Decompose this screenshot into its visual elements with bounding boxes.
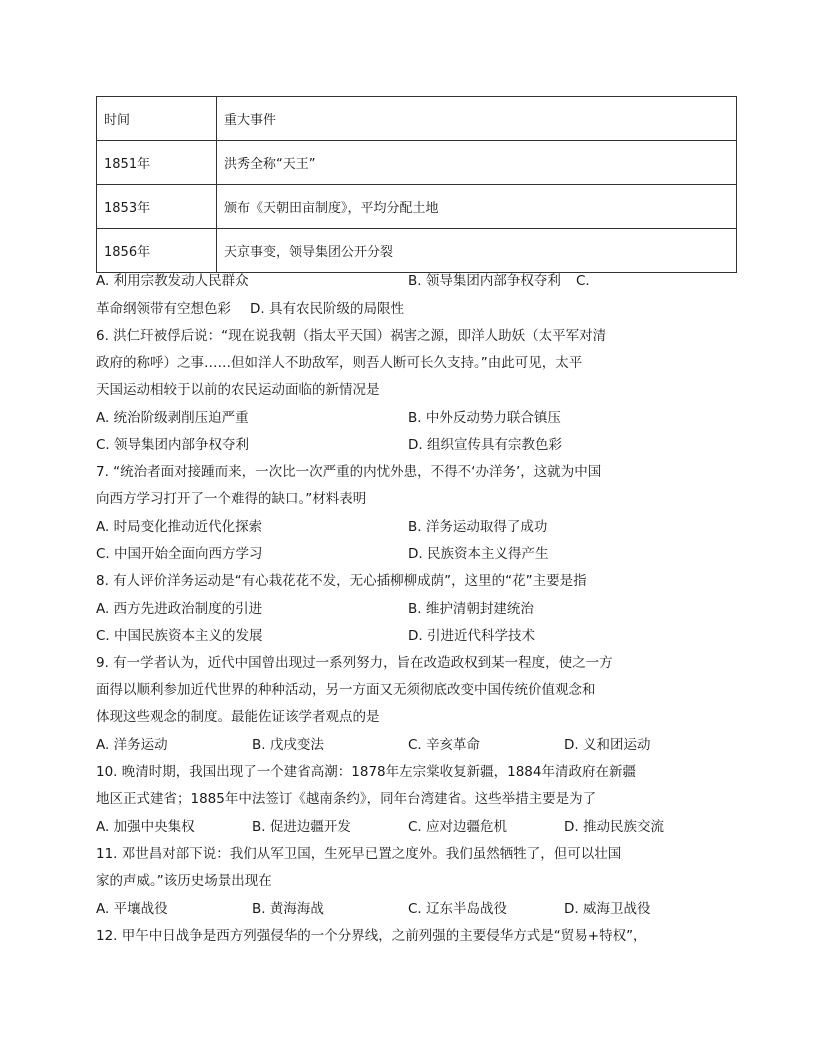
q5-option-c-text: 革命纲领带有空想色彩 [96,301,231,317]
q12-stem-line-1: 12. 甲午中日战争是西方列强侵华的一个分界线，之前列强的主要侵华方式是“贸易+特权”， [96,928,647,944]
q7-option-d: D. 民族资本主义得产生 [408,546,549,562]
q6-stem-line-3: 天国运动相较于以前的农民运动面临的新情况是 [96,382,380,398]
q7-stem-line-1: 7. “统治者面对接踵而来，一次比一次严重的内忧外患，不得不‘办洋务’，这就为中国 [96,464,602,480]
q5-option-d: D. 具有农民阶级的局限性 [250,301,404,317]
header-time: 时间 [97,97,217,141]
q8-option-a: A. 西方先进政治制度的引进 [96,601,263,617]
table-row [97,185,737,229]
q6-option-c: C. 领导集团内部争权夺利 [96,437,250,453]
q9-option-b: B. 戊戌变法 [252,737,324,753]
q10-stem-line-2: 地区正式建省；1885年中法签订《越南条约》，同年台湾建省。这些举措主要是为了 [96,791,597,807]
row-event: 洪秀全称“天王” [217,141,737,185]
q10-stem-line-1: 10. 晚清时期，我国出现了一个建省高潮：1878年左宗棠收复新疆，1884年清政府在新疆 [96,764,636,780]
q9-stem-line-3: 体现这些观念的制度。最能佐证该学者观点的是 [96,709,380,725]
row-event: 颁布《天朝田亩制度》，平均分配土地 [217,185,737,229]
q9-option-a: A. 洋务运动 [96,737,168,753]
q6-option-d: D. 组织宣传具有宗教色彩 [408,437,562,453]
q9-stem-line-2: 面得以顺利参加近代世界的种种活动，另一方面又无须彻底改变中国传统价值观念和 [96,682,596,698]
table-row [97,229,737,273]
q11-option-c: C. 辽东半岛战役 [408,901,508,917]
q7-option-b: B. 洋务运动取得了成功 [408,519,548,535]
q7-option-c: C. 中国开始全面向西方学习 [96,546,263,562]
q7-option-a: A. 时局变化推动近代化探索 [96,519,263,535]
row-time: 1851年 [97,141,217,185]
table-header-row [97,97,737,141]
q6-option-b: B. 中外反动势力联合镇压 [408,410,561,426]
q8-stem-line-1: 8. 有人评价洋务运动是“有心栽花花不发，无心插柳柳成荫”，这里的“花”主要是指 [96,573,587,589]
q10-option-b: B. 促进边疆开发 [252,819,351,835]
q6-stem-line-1: 6. 洪仁玕被俘后说：“现在说我朝（指太平天国）祸害之源，即洋人助妖（太平军对清 [96,328,607,344]
table-row [97,141,737,185]
q11-option-b: B. 黄海海战 [252,901,324,917]
q9-option-c: C. 辛亥革命 [408,737,481,753]
q11-stem-line-2: 家的声威。”该历史场景出现在 [96,873,272,889]
row-time: 1853年 [97,185,217,229]
q8-option-b: B. 维护清朝封建统治 [408,601,534,617]
q5-option-b: B. 领导集团内部争权夺利 [408,273,561,289]
q10-option-c: C. 应对边疆危机 [408,819,508,835]
q11-option-a: A. 平壤战役 [96,901,168,917]
events-table [96,96,737,273]
q6-option-a: A. 统治阶级剥削压迫严重 [96,410,249,426]
q9-stem-line-1: 9. 有一学者认为，近代中国曾出现过一系列努力，旨在改造政权到某一程度，使之一方 [96,655,613,671]
q6-stem-line-2: 政府的称呼）之事……但如洋人不助敌军，则吾人断可长久支持。”由此可见，太平 [96,355,583,371]
q9-option-d: D. 义和团运动 [564,737,651,753]
q8-option-c: C. 中国民族资本主义的发展 [96,628,263,644]
header-event: 重大事件 [217,97,737,141]
row-event: 天京事变，领导集团公开分裂 [217,229,737,273]
q5-option-a: A. 利用宗教发动人民群众 [96,273,249,289]
q10-option-a: A. 加强中央集权 [96,819,195,835]
row-time: 1856年 [97,229,217,273]
q5-option-c-prefix: C. [576,273,590,289]
q7-stem-line-2: 向西方学习打开了一个难得的缺口。”材料表明 [96,491,367,507]
q10-option-d: D. 推动民族交流 [564,819,664,835]
q8-option-d: D. 引进近代科学技术 [408,628,535,644]
q11-stem-line-1: 11. 邓世昌对部下说：我们从军卫国，生死早已置之度外。我们虽然牺牲了，但可以壮国 [96,846,622,862]
q11-option-d: D. 威海卫战役 [564,901,651,917]
